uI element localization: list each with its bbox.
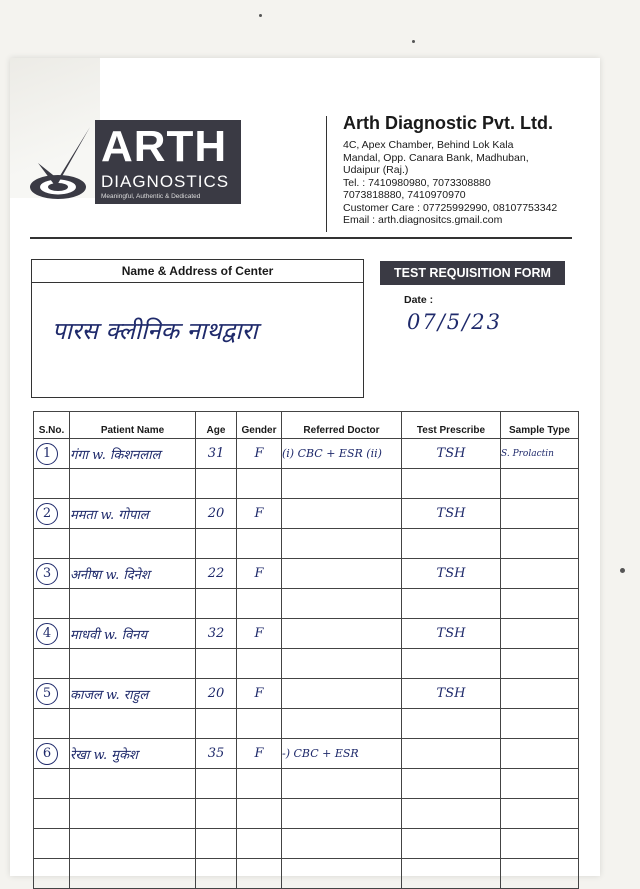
patient-name: अनीषा w. दिनेश (70, 559, 196, 589)
sample-type: S. Prolactin (501, 439, 579, 469)
ink-speck (412, 40, 415, 43)
col-header-patient-name: Patient Name (70, 412, 196, 439)
table-row-spacer (34, 589, 579, 619)
test-prescribe: TSH (402, 499, 501, 529)
referred-doctor (282, 679, 402, 709)
referred-doctor (282, 619, 402, 649)
table-row (34, 739, 579, 769)
referred-doctor (282, 559, 402, 589)
patient-gender: F (237, 739, 282, 769)
serial-number: 6 (36, 743, 58, 765)
table-row (34, 439, 579, 469)
center-name-handwritten: पारस क्लीनिक नाथद्वारा (52, 317, 258, 345)
patient-age: 32 (196, 619, 237, 649)
address-line: Email : arth.diagnositcs.gmail.com (343, 214, 503, 226)
col-header-test-prescribe: Test Prescribe (402, 412, 501, 439)
col-header-referred-doctor: Referred Doctor (282, 412, 402, 439)
center-box (31, 259, 364, 398)
sample-type (501, 679, 579, 709)
company-address (343, 139, 583, 227)
ink-speck (620, 568, 625, 573)
test-prescribe: TSH (402, 439, 501, 469)
address-line: Tel. : 7410980980, 7073308880 (343, 176, 491, 189)
table-row-spacer (34, 709, 579, 739)
logo-word: ARTH (101, 122, 228, 171)
patient-gender: F (237, 619, 282, 649)
table-row-empty (34, 859, 579, 889)
header-divider (326, 116, 327, 232)
requisition-table (33, 411, 579, 889)
patient-age: 22 (196, 559, 237, 589)
patient-gender: F (237, 439, 282, 469)
patient-age: 20 (196, 679, 237, 709)
table-row-spacer (34, 469, 579, 499)
col-header-age: Age (196, 412, 237, 439)
sample-type (501, 499, 579, 529)
center-title: Name & Address of Center (32, 260, 363, 283)
table-row (34, 559, 579, 589)
date-value: 07/5/23 (407, 310, 502, 334)
table-row-spacer (34, 529, 579, 559)
referred-doctor (282, 499, 402, 529)
logo-tagline: Meaningful, Authentic & Dedicated (101, 193, 201, 200)
patient-name: माधवी w. विनय (70, 619, 196, 649)
table-row (34, 619, 579, 649)
address-line: Udaipur (Raj.) (343, 164, 409, 176)
test-prescribe: TSH (402, 679, 501, 709)
patient-age: 31 (196, 439, 237, 469)
referred-doctor: -) CBC + ESR (282, 739, 402, 769)
patient-name: रेखा w. मुकेश (70, 739, 196, 769)
address-line: 7073818880, 7410970970 (343, 189, 466, 201)
table-row-empty (34, 769, 579, 799)
table-header-row (34, 412, 579, 439)
test-prescribe: TSH (402, 619, 501, 649)
header-rule (30, 237, 572, 239)
serial-number: 4 (36, 623, 58, 645)
col-header-gender: Gender (237, 412, 282, 439)
test-prescribe (402, 739, 501, 769)
serial-number: 2 (36, 503, 58, 525)
table-row-empty (34, 829, 579, 859)
date-label: Date : (404, 294, 434, 306)
table-row-empty (34, 799, 579, 829)
test-prescribe: TSH (402, 559, 501, 589)
form-title: TEST REQUISITION FORM (380, 261, 565, 285)
logo-subtitle: DIAGNOSTICS (101, 172, 230, 191)
table-row-spacer (34, 649, 579, 679)
serial-number: 5 (36, 683, 58, 705)
patient-gender: F (237, 499, 282, 529)
address-line: 4C, Apex Chamber, Behind Lok Kala (343, 139, 514, 151)
company-logo (95, 120, 241, 204)
target-check-icon (28, 125, 94, 205)
col-header-sample-type: Sample Type (501, 412, 579, 439)
sample-type (501, 559, 579, 589)
patient-name: ममता w. गोपाल (70, 499, 196, 529)
address-line: Mandal, Opp. Canara Bank, Madhuban, (343, 151, 529, 164)
sample-type (501, 739, 579, 769)
serial-number: 3 (36, 563, 58, 585)
patient-age: 20 (196, 499, 237, 529)
referred-doctor: (i) CBC + ESR (ii) (282, 439, 402, 469)
patient-name: गंगा w. किशनलाल (70, 439, 196, 469)
patient-name: काजल w. राहुल (70, 679, 196, 709)
patient-gender: F (237, 559, 282, 589)
patient-gender: F (237, 679, 282, 709)
sample-type (501, 619, 579, 649)
col-header-sno: S.No. (34, 412, 70, 439)
patient-age: 35 (196, 739, 237, 769)
company-name: Arth Diagnostic Pvt. Ltd. (343, 113, 554, 133)
ink-speck (259, 14, 262, 17)
table-row (34, 499, 579, 529)
address-line: Customer Care : 07725992990, 08107753342 (343, 201, 558, 214)
serial-number: 1 (36, 443, 58, 465)
table-row (34, 679, 579, 709)
